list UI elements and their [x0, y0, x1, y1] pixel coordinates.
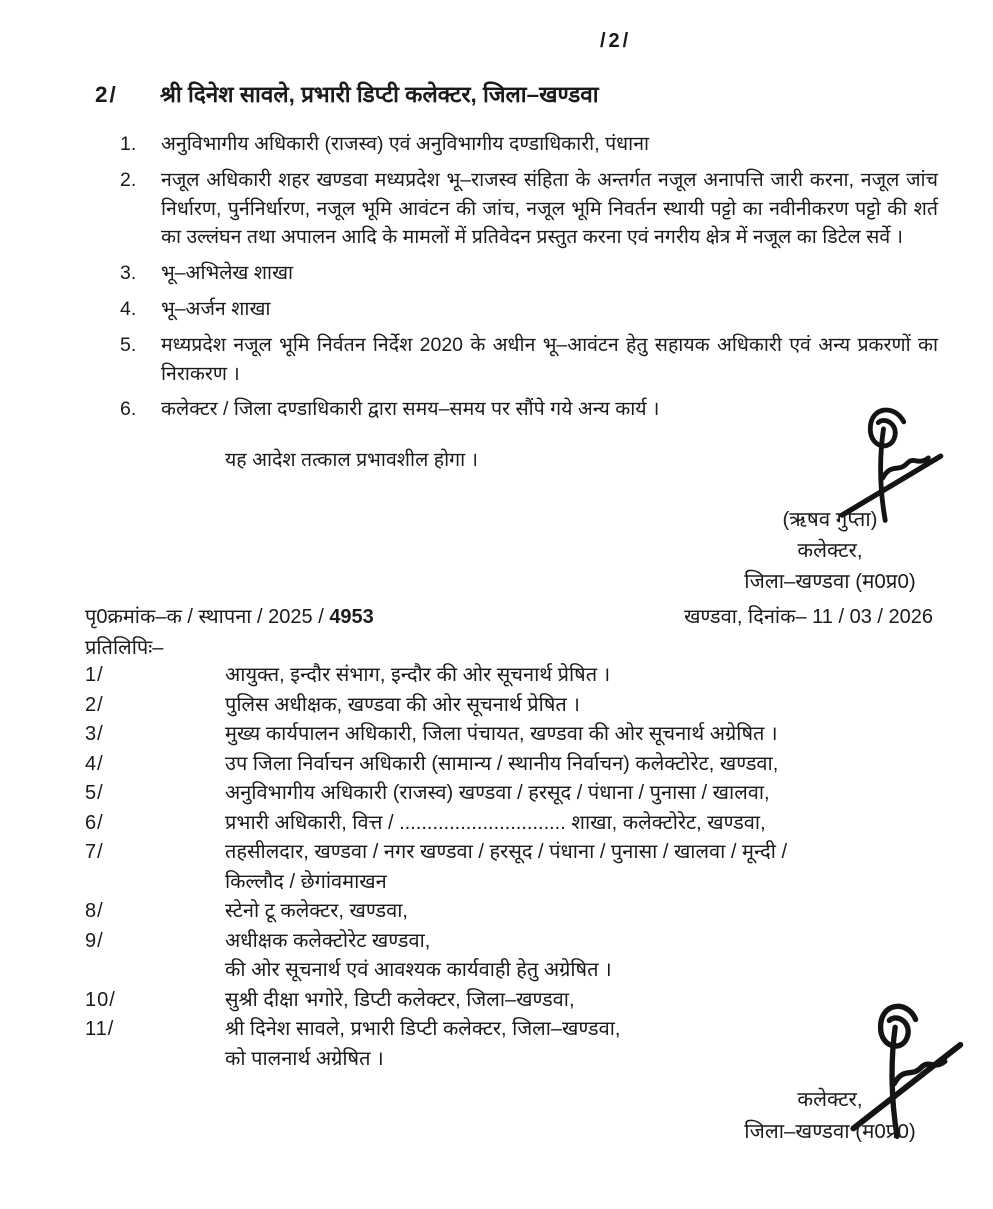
- section-title: श्री दिनेश सावले, प्रभारी डिप्टी कलेक्टर, जिला–खण्डवा: [160, 82, 599, 107]
- duty-text: कलेक्टर / जिला दण्डाधिकारी द्वारा समय–समय पर सौंपे गये अन्य कार्य ।: [161, 398, 660, 421]
- footer-signatory-designation: कलेक्टर,: [797, 1088, 863, 1111]
- copy-text: प्रभारी अधिकारी, वित्त / .............................. शाखा, कलेक्टोरेट, खण्डवा,: [225, 811, 766, 834]
- copy-number: 6/: [85, 811, 104, 834]
- copy-item: [85, 779, 947, 809]
- copy-number: 4/: [85, 752, 104, 775]
- copy-list-heading: प्रतिलिपिः–: [85, 637, 164, 659]
- order-effective-note: यह आदेश तत्काल प्रभावशील होगा ।: [225, 449, 478, 472]
- copy-text: अनुविभागीय अधिकारी (राजस्व) खण्डवा / हरसूद / पंधाना / पुनासा / खालवा,: [225, 782, 770, 804]
- page-number: /2/: [600, 30, 632, 52]
- copy-text-line: श्री दिनेश सावले, प्रभारी डिप्टी कलेक्टर, जिला–खण्डवा,: [225, 1018, 621, 1040]
- duty-text: मध्यप्रदेश नजूल भूमि निर्वतन निर्देश 2020 के अधीन भू–आवंटन हेतु सहायक अधिकारी एवं अन्य प्रकरणों का निराकरण ।: [161, 333, 938, 385]
- place-and-date: खण्डवा, दिनांक– 11 / 03 / 2026: [684, 606, 933, 628]
- duty-text: नजूल अधिकारी शहर खण्डवा मध्यप्रदेश भू–राजस्व संहिता के अन्तर्गत नजूल अनापत्ति जारी करना, नजूल जांच निर्धारण, पुर्ननिर्धारण, नजूल भूमि आवंटन की जांच, नजूल भूमि निवर्तन स्थायी पट्टो का नवीनीकरण पट्टो की शर्त का उल्लंघन तथा अपालन आदि के मामलों में प्रतिवेदन प्रस्तुत करना एवं नगरीय क्षेत्र में नजूल का डिटेल सर्वे ।: [161, 168, 938, 249]
- duty-number: 2.: [120, 168, 137, 191]
- copy-item: [85, 750, 947, 780]
- duty-number: 4.: [120, 297, 137, 320]
- copy-text-line: अधीक्षक कलेक्टोरेट खण्डवा,: [225, 929, 431, 952]
- footer-signatory-block: [688, 1084, 972, 1148]
- copy-text: [225, 927, 947, 986]
- copy-text: आयुक्त, इन्दौर संभाग, इन्दौर की ओर सूचनार्थ प्रेषित ।: [225, 664, 611, 686]
- copy-number: 3/: [85, 723, 104, 745]
- reference-prefix: पृ0क्रमांक–क / स्थापना / 2025 /: [85, 606, 330, 628]
- signatory-name: (ऋषव गुप्ता): [782, 508, 878, 531]
- copy-number: 11/: [85, 1018, 115, 1040]
- signatory-designation: कलेक्टर,: [797, 539, 863, 562]
- endorsement-reference-row: [85, 602, 933, 632]
- copy-list: [85, 661, 947, 1074]
- copy-text: मुख्य कार्यपालन अधिकारी, जिला पंचायत, खण्डवा की ओर सूचनार्थ अग्रेषित ।: [225, 723, 778, 745]
- duty-number: 3.: [120, 262, 137, 285]
- copy-item: [85, 661, 947, 691]
- copy-item: [85, 809, 947, 839]
- copy-text-line: किल्लौद / छेगांवमाखन: [225, 870, 387, 893]
- copy-number: 7/: [85, 841, 104, 863]
- copy-text: [225, 1015, 947, 1074]
- copy-number: 2/: [85, 693, 104, 716]
- duty-item: [120, 395, 938, 424]
- duty-number: 1.: [120, 133, 137, 155]
- copy-number: 10/: [85, 988, 116, 1011]
- section-index: 2/: [95, 82, 118, 107]
- duty-text: अनुविभागीय अधिकारी (राजस्व) एवं अनुविभागीय दण्डाधिकारी, पंधाना: [161, 133, 650, 155]
- copy-text: [225, 838, 947, 897]
- copy-text: पुलिस अधीक्षक, खण्डवा की ओर सूचनार्थ प्रेषित ।: [225, 693, 580, 716]
- duty-item: [120, 259, 938, 288]
- copy-item: [85, 927, 947, 986]
- copy-text-line: तहसीलदार, खण्डवा / नगर खण्डवा / हरसूद / पंधाना / पुनासा / खालवा / मून्दी /: [225, 841, 788, 863]
- copy-item: [85, 691, 947, 721]
- duty-text: भू–अभिलेख शाखा: [161, 262, 294, 285]
- copy-item: [85, 720, 947, 750]
- copy-text: स्टेनो टू कलेक्टर, खण्डवा,: [225, 900, 408, 922]
- copy-item: [85, 838, 947, 897]
- copy-item: [85, 986, 947, 1016]
- copy-text-line: की ओर सूचनार्थ एवं आवश्यक कार्यवाही हेतु अग्रेषित ।: [225, 959, 612, 981]
- copy-number: 1/: [85, 664, 104, 686]
- copy-text: सुश्री दीक्षा भगोरे, डिप्टी कलेक्टर, जिला–खण्डवा,: [225, 988, 575, 1011]
- duties-list: [120, 130, 938, 475]
- section-heading: [95, 80, 955, 110]
- copy-text-line: को पालनार्थ अग्रेषित ।: [225, 1047, 384, 1070]
- duty-number: 5.: [120, 333, 137, 356]
- reference-number: [85, 602, 374, 632]
- duty-item: [120, 166, 938, 252]
- duty-item: [120, 295, 938, 324]
- duty-text: भू–अर्जन शाखा: [161, 297, 271, 320]
- copy-item: [85, 1015, 947, 1074]
- reference-serial: 4953: [329, 606, 374, 628]
- copy-number: 9/: [85, 929, 104, 952]
- signatory-block: [688, 504, 972, 597]
- copy-text: उप जिला निर्वाचन अधिकारी (सामान्य / स्थानीय निर्वाचन) कलेक्टोरेट, खण्डवा,: [225, 752, 779, 775]
- duty-item: [120, 331, 938, 389]
- copy-number: 5/: [85, 782, 104, 804]
- footer-signatory-district: जिला–खण्डवा (म0प्र0): [744, 1120, 916, 1143]
- duty-number: 6.: [120, 398, 137, 421]
- copy-number: 8/: [85, 900, 104, 922]
- signatory-district: जिला–खण्डवा (म0प्र0): [744, 570, 916, 593]
- copy-item: [85, 897, 947, 927]
- duty-item: [120, 130, 938, 159]
